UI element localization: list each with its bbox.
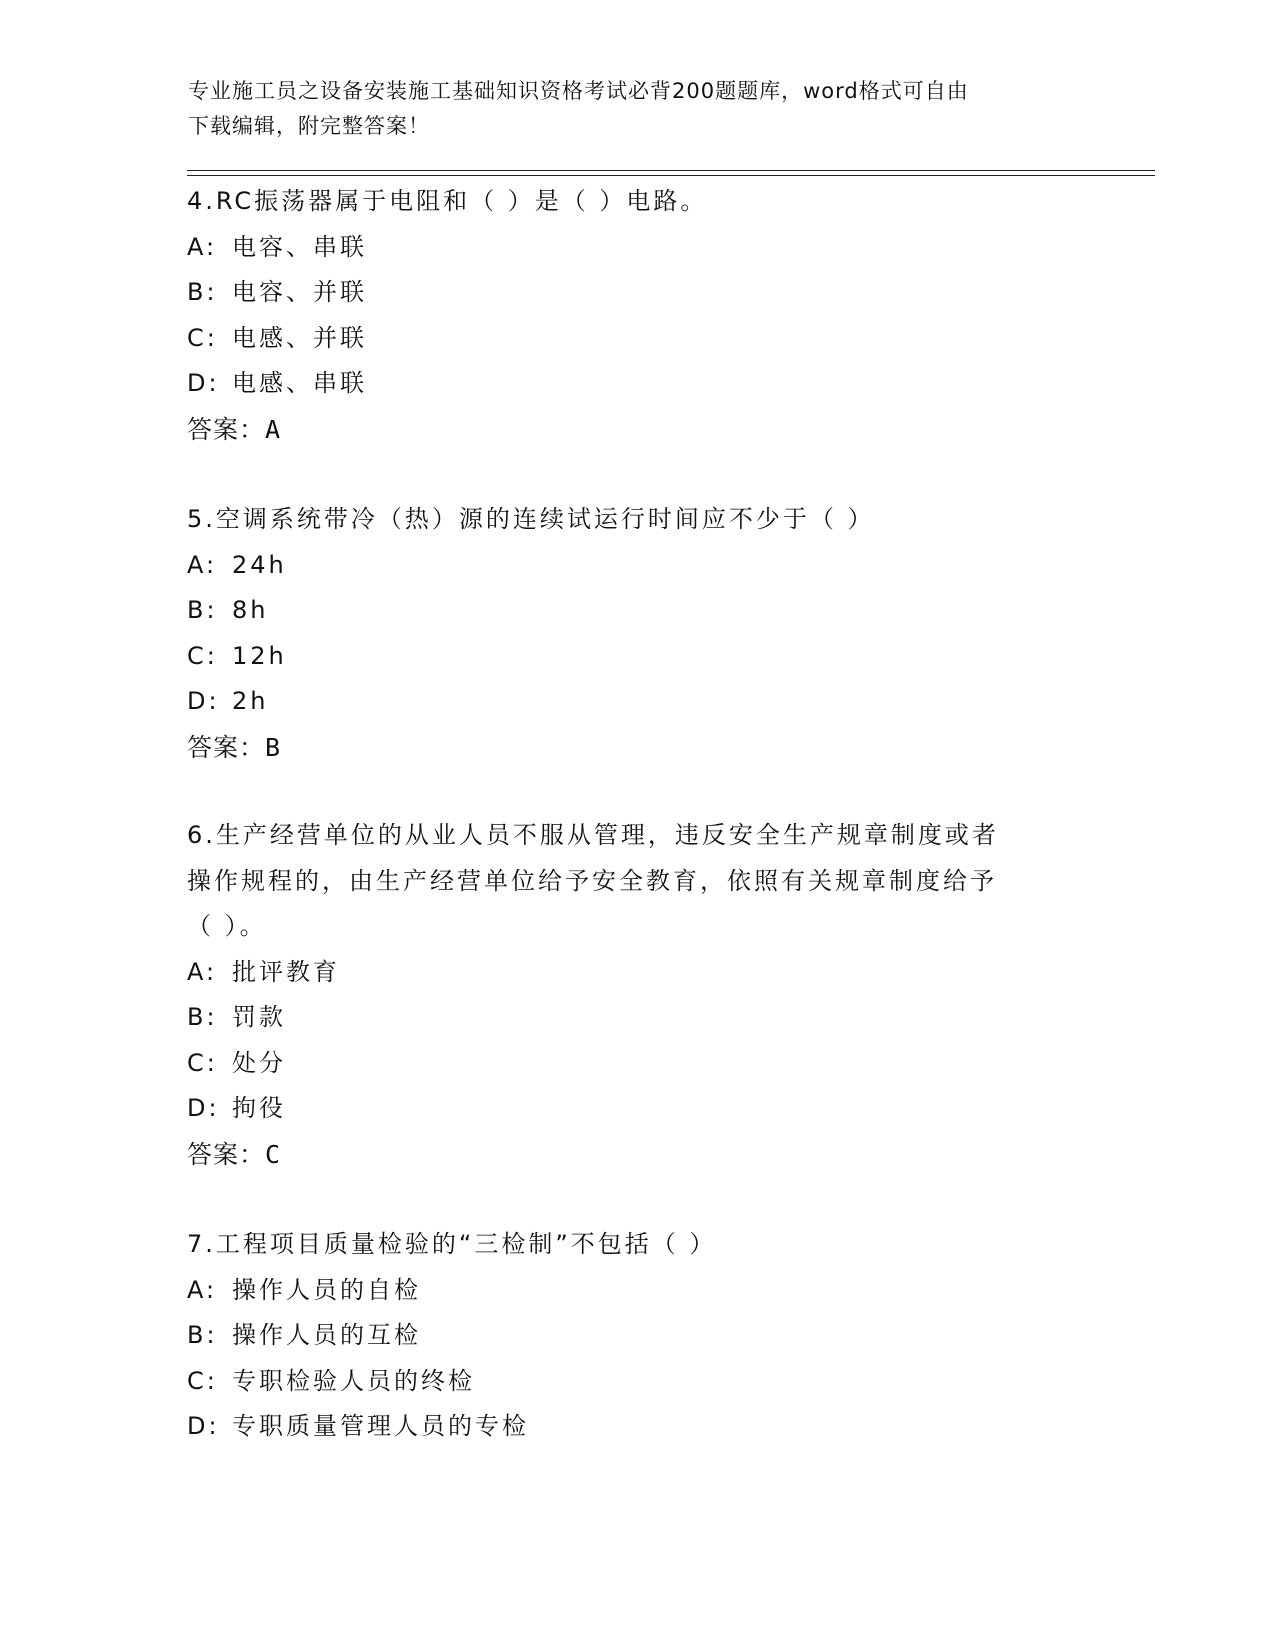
option-key: D: [187,369,220,397]
option-text: 罚款 [232,1003,286,1031]
option-text: 批评教育 [232,957,340,986]
option-key: A: [187,232,218,261]
option-text: 操作人员的自检 [232,1275,421,1304]
option-text: 电容、串联 [232,232,367,261]
option-text: 电容、并联 [232,278,367,306]
document-header [188,74,1088,144]
question-4 [187,179,1067,452]
answer-line [187,407,1067,453]
option-key: D: [187,687,220,715]
question-6 [187,813,1067,1177]
question-stem: 操作规程的，由生产经营单位给予安全教育，依照有关规章制度给予 [187,866,997,895]
option-c [187,1359,1067,1405]
answer-label: 答案： [187,1139,266,1169]
option-d [187,361,1067,407]
answer-value: A [265,414,282,444]
option-c [187,1041,1067,1087]
option-d [187,1086,1067,1132]
option-a [187,543,1067,589]
option-key: C: [187,323,218,352]
option-b [187,1313,1067,1359]
header-rule-bottom [187,175,1155,176]
option-text: 拘役 [232,1094,286,1122]
option-text: 电感、串联 [232,369,367,397]
answer-value: C [265,1139,282,1169]
answer-label: 答案： [187,732,266,762]
option-a [187,225,1067,271]
header-line-1: 专业施工员之设备安装施工基础知识资格考试必背200题题库，word格式可自由 [188,79,969,103]
option-text: 处分 [232,1048,286,1077]
answer-line [187,1132,1067,1178]
answer-value: B [265,732,282,762]
option-c [187,316,1067,362]
header-rule-top [187,170,1155,171]
option-text: 8h [232,596,269,624]
option-key: A: [187,1275,218,1304]
option-key: B: [187,278,218,306]
question-stem: 4.RC振荡器属于电阻和（ ）是（ ）电路。 [187,187,708,215]
option-key: C: [187,1366,218,1395]
option-c [187,634,1067,680]
question-5 [187,497,1067,770]
header-line-2: 下载编辑，附完整答案！ [188,114,430,138]
option-key: B: [187,596,218,624]
option-text: 电感、并联 [232,323,367,352]
question-stem: （ ）。 [187,912,267,940]
question-stem: 6.生产经营单位的从业人员不服从管理，违反安全生产规章制度或者 [187,821,999,849]
option-key: A: [187,550,218,579]
option-key: C: [187,641,218,670]
option-key: D: [187,1094,220,1122]
option-key: B: [187,1321,218,1349]
answer-line [187,725,1067,771]
option-b [187,588,1067,634]
option-b [187,995,1067,1041]
option-key: D: [187,1412,220,1440]
option-a [187,1268,1067,1314]
option-a [187,950,1067,996]
option-d [187,1404,1067,1450]
option-text: 12h [232,641,287,670]
option-key: B: [187,1003,218,1031]
question-stem: 7.工程项目质量检验的“三检制”不包括（ ） [187,1230,717,1258]
option-key: C: [187,1048,218,1077]
option-text: 24h [232,550,287,579]
question-stem: 5.空调系统带冷（热）源的连续试运行时间应不少于（ ） [187,505,875,533]
option-text: 专职质量管理人员的专检 [232,1412,529,1440]
option-b [187,270,1067,316]
option-text: 2h [232,687,269,715]
option-text: 专职检验人员的终检 [232,1366,475,1395]
question-7 [187,1222,1067,1450]
option-d [187,679,1067,725]
option-key: A: [187,957,218,986]
option-text: 操作人员的互检 [232,1321,421,1349]
answer-label: 答案： [187,414,266,444]
